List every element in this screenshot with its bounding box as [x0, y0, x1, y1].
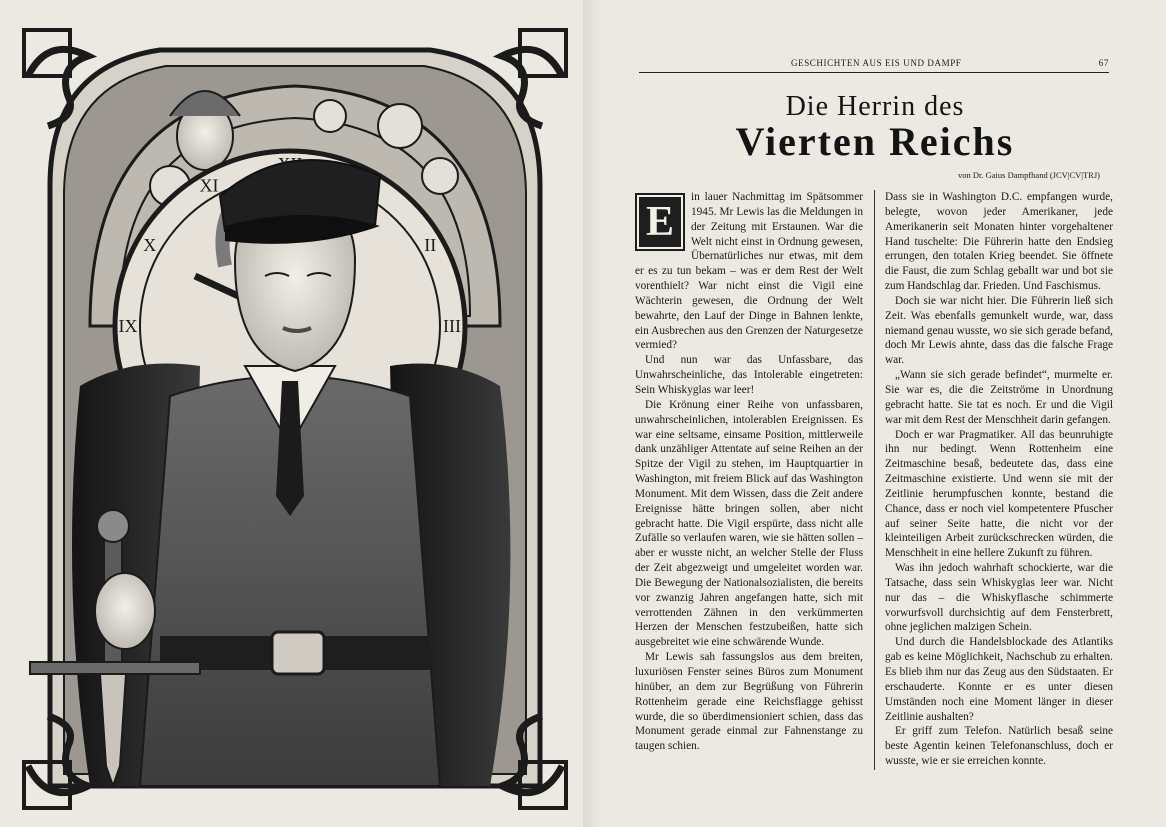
clock-numeral: II: [424, 235, 437, 255]
text-column-1: [635, 190, 863, 754]
paragraph: Und durch die Handelsblockade des Atlantiks gab es keine Möglichkeit, Nachschub zu erhalten. Es blieb ihm nur das Zeug aus den Südstaaten. Er erschauderte. Konnte er es unter diesen Umständen noch eine Moment länger in dieser Zeitlinie aushalten?: [885, 636, 1113, 723]
paragraph: Er griff zum Telefon. Natürlich besaß seine beste Agentin keinen Telefonanschluss, doch er wusste, wie er sie erreichen konnte.: [885, 725, 1113, 768]
art-nouveau-illustration: [20, 26, 570, 812]
article-title-line1: Die Herrin des: [785, 91, 965, 122]
column-rule: [874, 190, 875, 770]
clock-numeral: XI: [199, 175, 219, 196]
paragraph: in lauer Nachmittag im Spätsommer 1945. Mr Lewis las die Meldungen in der Zeitung mit Erstaunen. War die Welt nicht einst in Ordnung gewesen, Übernatürliches nur etwas, mit dem er es zu tun bekam – was er dem Rest der Welt vorenthielt? War nicht einst die Vigil eine Wächterin gewesen, die Ordnung der Welt bewahrte, den Lauf der Dinge in Bahnen lenkte, ein Ausbrechen aus den Grenzen der Naturgesetze vermied?: [635, 191, 863, 352]
paragraph: „Wann sie sich gerade befindet“, murmelte er. Sie war es, die die Zeitströme in Unordnung gebracht hatte. Sie tat es noch. Er und die Vigil war mit dem Rest der Menschheit darin gefangen.: [885, 369, 1113, 426]
paragraph: Die Krönung einer Reihe von unfassbaren, unwahrscheinlichen, intolerablen Ereignissen. Es war eine seltsame, einsame Position, mittlerweile dank unzähliger Attentate auf seine Reihen an der Spitze der Vigil zu stehen, im Hauptquartier in Washington, mit freiem Blick auf das Washington Monument. Mit dem Wissen, dass die Zeit andere Ereignisse hätte bringen sollen, aber nicht gebracht hatte. Die Vigil erspürte, dass nicht alle Zufälle so verlaufen waren, wie sie hätten sollen – aber er wusste nicht, an welcher Stelle der Fluss der Zeit abgezweigt und umgeleitet worden war. Die Bewegung der Nationalsozialisten, die bereits vor zwanzig Jahren angefangen hatte, sich mit verrottenden Zähnen in den verkümmerten Herzen der Menschen festzubeißen, hatte sich ausgebreitet wie eine schwärende Wunde.: [635, 398, 863, 649]
article-title: [695, 92, 1055, 162]
clock-numeral: X: [143, 235, 157, 255]
paragraph: Mr Lewis sah fassungslos aus dem breiten, luxuriösen Fenster seines Büros zum Monument hinüber, an dem zur Begrüßung von Führerin Rottenheim gerade eine Reichsflagge gehisst wurde, die so überdimensioniert schien, dass das Monument gerade einmal zur Fahnenstange zu taugen schien.: [635, 651, 863, 753]
right-page: [595, 0, 1166, 827]
paragraph: Was ihn jedoch wahrhaft schockierte, war die Tatsache, dass sein Whiskyglas leer war. Nicht nur das – die Whiskyflasche schimmerte vorwurfsvoll durchsichtig auf dem Fensterbrett, ohne jeglichen malzigen Schein.: [885, 562, 1113, 634]
paragraph: Dass sie in Washington D.C. empfangen wurde, belegte, wovon jeder Amerikaner, jede Amerikanerin seit Monaten hinter vorgehaltener Hand tuschelte: Die Führerin hatte den Endsieg errungen, den totalen Krieg beendet. Sie öffnete die Faust, die zum Schlag geballt war und bot sie zum Handschlag dar. Frieden. Und Faschismus.: [885, 191, 1113, 293]
drop-cap: E: [635, 193, 685, 251]
page-number: 67: [1098, 58, 1109, 68]
article-title-line2: Vierten Reichs: [735, 119, 1015, 164]
header-rule: [639, 72, 1109, 73]
paragraph: Doch sie war nicht hier. Die Führerin ließ sich Zeit. Was ebenfalls gemunkelt wurde, war, dass niemand genau wusste, wo sie sich gerade befand, doch Mr Lewis ahnte, dass das die falsche Frage war.: [885, 294, 1113, 367]
paragraph: Und nun war das Unfassbare, das Unwahrscheinliche, das Intolerable eingetreten: Sein Whiskyglas war leer!: [635, 354, 863, 396]
clock-numeral: IX: [118, 316, 138, 336]
clock-numeral: III: [443, 316, 461, 336]
paragraph: Doch er war Pragmatiker. All das beunruhigte ihn nur bedingt. Wenn Rottenheim eine Zeitmaschine besaß, bedeutete das, dass eine Zeitmaschine existierte. Und wenn sie mit der Zeitlinie herumpfuschen konnte, bestand die Chance, dass er noch viel kompetentere Pfuscher auf seiner Seite hatte, die nicht vor der kleinteiligen Arbeit zurückschrecken würden, die Menschheit in eine hellere Zukunft zu führen.: [885, 428, 1113, 560]
running-head-title: GESCHICHTEN AUS EIS UND DAMPF: [791, 58, 962, 68]
byline: von Dr. Gaius Dampfhand (JCV|CV|TRJ): [958, 170, 1100, 180]
text-column-2: [885, 190, 1113, 769]
belt-buckle: [272, 632, 324, 674]
